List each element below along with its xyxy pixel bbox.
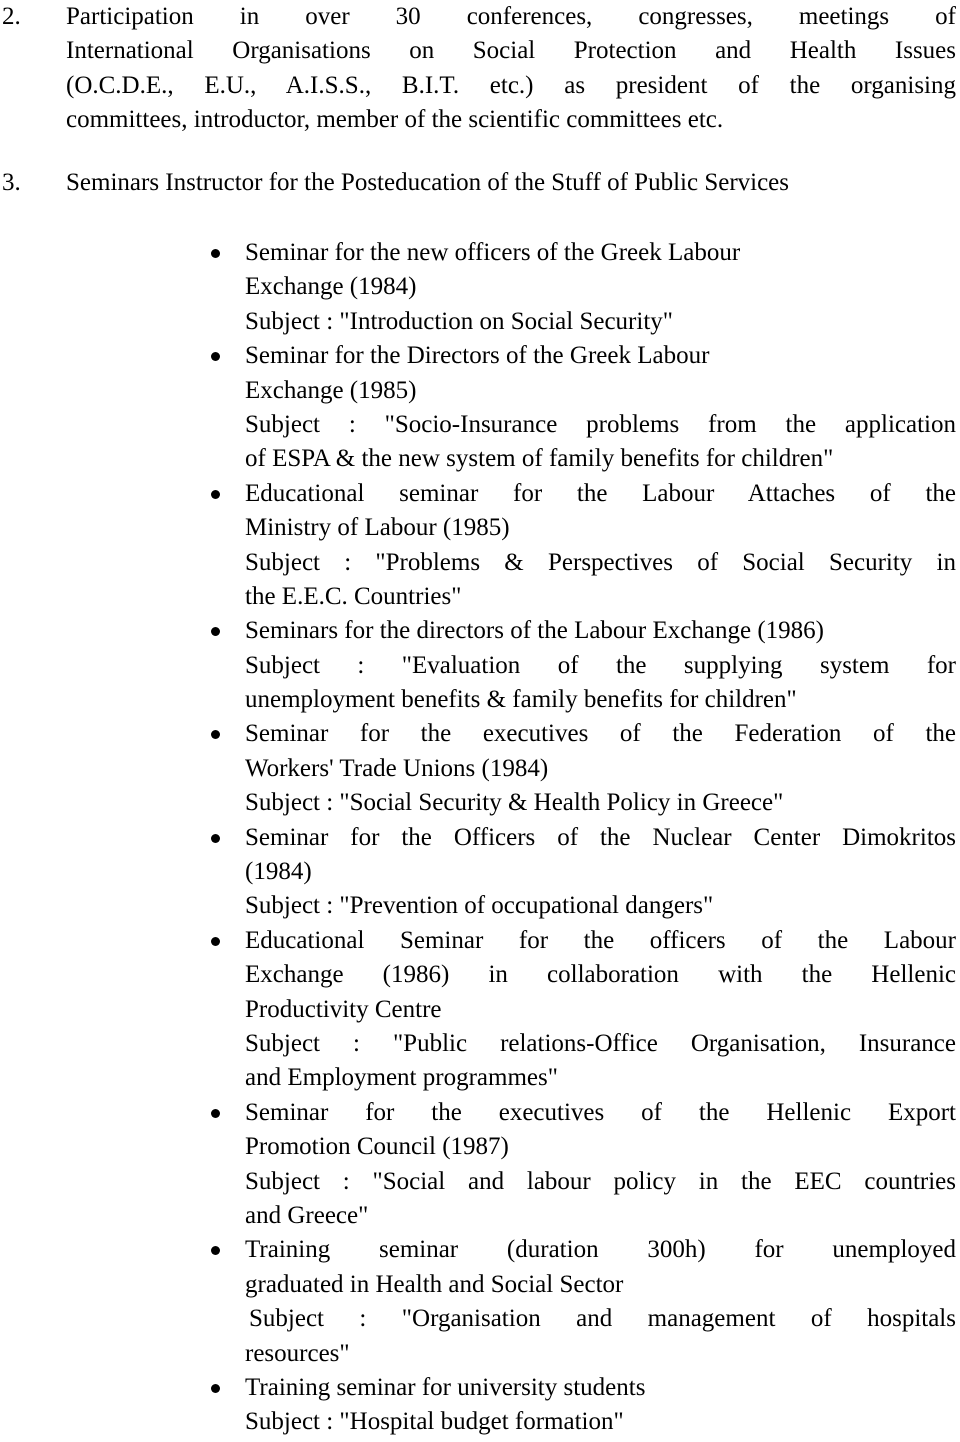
seminar-text: [245, 339, 956, 477]
seminar-line: Seminar for the executives of the Hellenic Export: [245, 1098, 956, 1126]
seminar-line: unemployment benefits & family benefits for children": [245, 686, 797, 714]
bullet-icon: [211, 730, 220, 739]
seminar-line: graduated in Health and Social Sector: [245, 1270, 624, 1298]
seminar-text: [245, 1371, 956, 1440]
seminar-line: Training seminar for university students: [245, 1373, 646, 1401]
bullet-icon: [211, 1384, 220, 1393]
seminar-line: Exchange (1984): [245, 273, 417, 301]
seminar-line: Seminars for the directors of the Labour Exchange (1986): [245, 617, 824, 645]
bullet-icon: [211, 352, 220, 361]
seminar-line: Seminar for the Directors of the Greek Labour: [245, 342, 710, 370]
seminar-item: [0, 236, 960, 339]
bullet-icon: [211, 937, 220, 946]
seminar-line: Subject : "Introduction on Social Security": [245, 307, 673, 335]
seminar-line: Seminar for the new officers of the Greek Labour: [245, 239, 741, 266]
bullet-icon: [211, 490, 220, 499]
seminar-text: [245, 236, 956, 339]
seminar-line: Subject : "Social and labour policy in the EEC countries: [245, 1167, 956, 1195]
seminar-text: [245, 717, 956, 820]
paragraph-line: (O.C.D.E., E.U., A.I.S.S., B.I.T. etc.) as president of the organising: [66, 71, 956, 99]
seminar-line: and Greece": [245, 1201, 369, 1229]
seminar-text: [245, 821, 956, 924]
seminar-item: [0, 821, 960, 924]
seminar-item: [0, 1371, 960, 1440]
seminar-line: of ESPA & the new system of family benefits for children": [245, 445, 834, 473]
seminar-item: [0, 477, 960, 615]
section-number: 2.: [2, 3, 21, 30]
seminar-line: Subject : "Problems & Perspectives of Social Security in: [245, 548, 956, 576]
bullet-icon: [211, 1109, 220, 1118]
section-number: 3.: [2, 169, 21, 196]
seminar-list: [0, 236, 960, 1440]
bullet-icon: [211, 249, 220, 258]
seminar-text: [245, 1096, 956, 1234]
seminar-line: Educational Seminar for the officers of the Labour: [245, 926, 956, 954]
seminar-line: resources": [245, 1339, 350, 1367]
section-2-paragraph: [66, 0, 956, 138]
seminar-line: Educational seminar for the Labour Attaches of the: [245, 479, 956, 507]
seminar-line: Subject : "Socio-Insurance problems from the application: [245, 410, 956, 438]
bullet-icon: [211, 834, 220, 843]
seminar-item: [0, 1233, 960, 1371]
seminar-item: [0, 717, 960, 820]
bullet-icon: [211, 627, 220, 636]
seminar-text: [245, 614, 956, 717]
seminar-text: [245, 1233, 956, 1371]
paragraph-line: committees, introductor, member of the scientific committees etc.: [66, 106, 724, 134]
seminar-line: Subject : "Prevention of occupational dangers": [245, 892, 714, 920]
seminar-line: Promotion Council (1987): [245, 1133, 509, 1161]
seminar-item: [0, 614, 960, 717]
seminar-line: Workers' Trade Unions (1984): [245, 754, 549, 782]
bullet-icon: [211, 1246, 220, 1255]
seminar-line: Training seminar (duration 300h) for unemployed: [245, 1236, 956, 1264]
paragraph-line: Participation in over 30 conferences, congresses, meetings of: [66, 3, 956, 30]
seminar-line: Productivity Centre: [245, 995, 442, 1023]
seminar-text: [245, 924, 956, 1096]
seminar-line: the E.E.C. Countries": [245, 582, 462, 610]
seminar-line: Seminar for the Officers of the Nuclear Center Dimokritos: [245, 823, 956, 851]
seminar-line: Seminar for the executives of the Federation of the: [245, 720, 956, 748]
seminar-line: Subject : "Evaluation of the supplying system for: [245, 651, 956, 679]
seminar-line: (1984): [245, 858, 312, 886]
seminar-line: Exchange (1985): [245, 376, 417, 404]
seminar-line: Subject : "Social Security & Health Policy in Greece": [245, 789, 784, 817]
seminar-line: Subject : "Public relations-Office Organisation, Insurance: [245, 1029, 956, 1057]
paragraph-line: International Organisations on Social Protection and Health Issues: [66, 37, 956, 65]
seminar-item: [0, 924, 960, 1096]
seminar-line: Exchange (1986) in collaboration with the Hellenic: [245, 961, 956, 989]
section-heading: Seminars Instructor for the Posteducation of the Stuff of Public Services: [66, 169, 790, 196]
seminar-item: [0, 339, 960, 477]
seminar-line: and Employment programmes": [245, 1064, 558, 1092]
seminar-line: Subject : "Organisation and management of hospitals: [249, 1305, 956, 1333]
seminar-text: [245, 477, 956, 615]
seminar-line: Subject : "Hospital budget formation": [245, 1408, 624, 1436]
seminar-line: Ministry of Labour (1985): [245, 514, 510, 542]
seminar-item: [0, 1096, 960, 1234]
